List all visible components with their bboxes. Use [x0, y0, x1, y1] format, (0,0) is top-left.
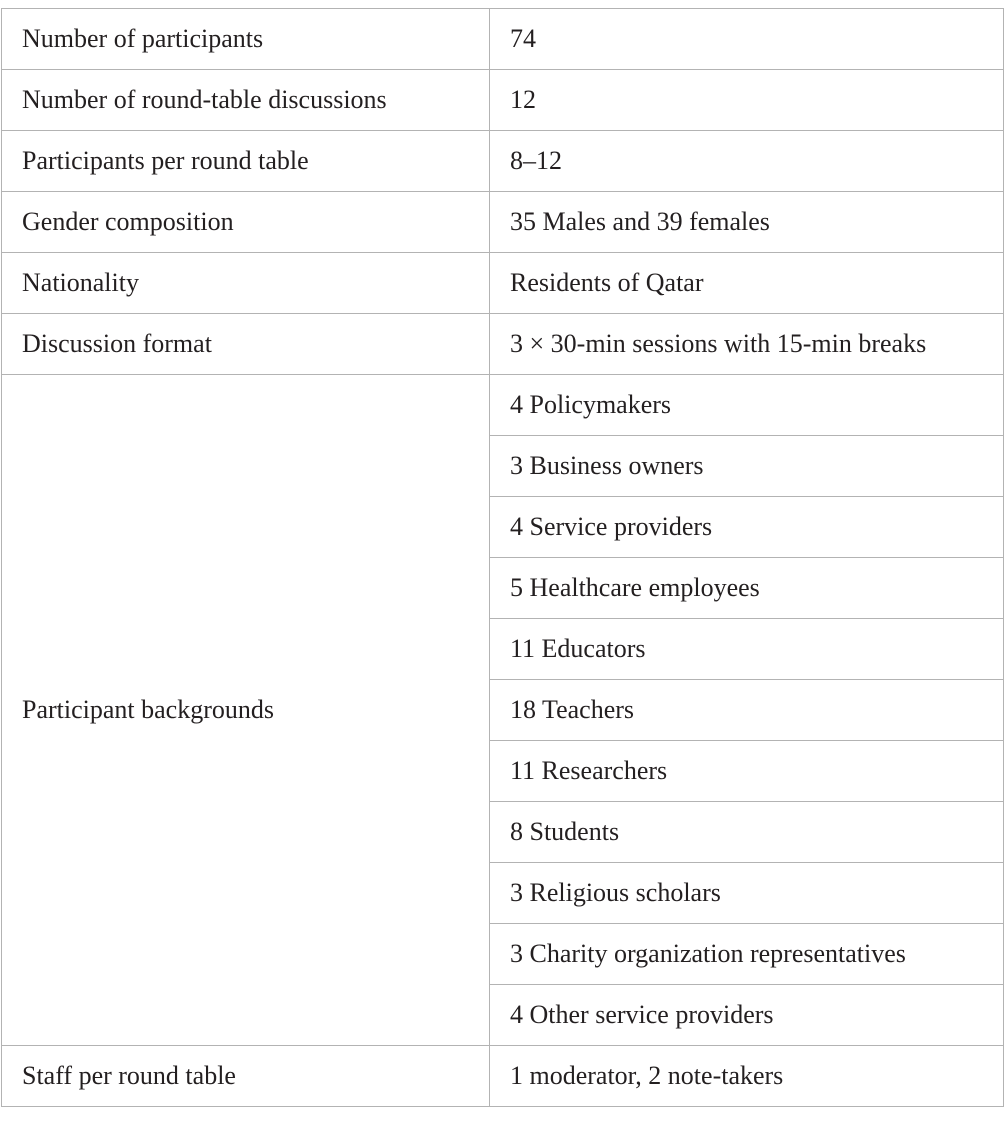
row-value: 3 Religious scholars [490, 863, 1004, 924]
row-value: 4 Policymakers [490, 375, 1004, 436]
row-value: 11 Educators [490, 619, 1004, 680]
table-row [2, 9, 1004, 70]
table-row [2, 314, 1004, 375]
row-label: Nationality [2, 253, 490, 314]
row-value: 3 × 30-min sessions with 15-min breaks [490, 314, 1004, 375]
table-row [2, 70, 1004, 131]
row-value: 18 Teachers [490, 680, 1004, 741]
table-body [2, 9, 1004, 1107]
table-row [2, 192, 1004, 253]
row-value: 8–12 [490, 131, 1004, 192]
row-value: Residents of Qatar [490, 253, 1004, 314]
row-value: 74 [490, 9, 1004, 70]
row-value: 3 Charity organization representatives [490, 924, 1004, 985]
row-label: Discussion format [2, 314, 490, 375]
row-value: 4 Service providers [490, 497, 1004, 558]
row-value: 11 Researchers [490, 741, 1004, 802]
row-value: 8 Students [490, 802, 1004, 863]
table-row [2, 375, 1004, 436]
row-label: Gender composition [2, 192, 490, 253]
row-value: 1 moderator, 2 note-takers [490, 1046, 1004, 1107]
row-label: Participant backgrounds [2, 375, 490, 1046]
row-label: Number of round-table discussions [2, 70, 490, 131]
table-row [2, 131, 1004, 192]
row-value: 4 Other service providers [490, 985, 1004, 1046]
row-value: 35 Males and 39 females [490, 192, 1004, 253]
participant-info-table [1, 8, 1004, 1107]
row-label: Number of participants [2, 9, 490, 70]
table-row [2, 253, 1004, 314]
row-label: Participants per round table [2, 131, 490, 192]
table-row [2, 1046, 1004, 1107]
row-value: 5 Healthcare employees [490, 558, 1004, 619]
row-value: 12 [490, 70, 1004, 131]
row-label: Staff per round table [2, 1046, 490, 1107]
row-value: 3 Business owners [490, 436, 1004, 497]
